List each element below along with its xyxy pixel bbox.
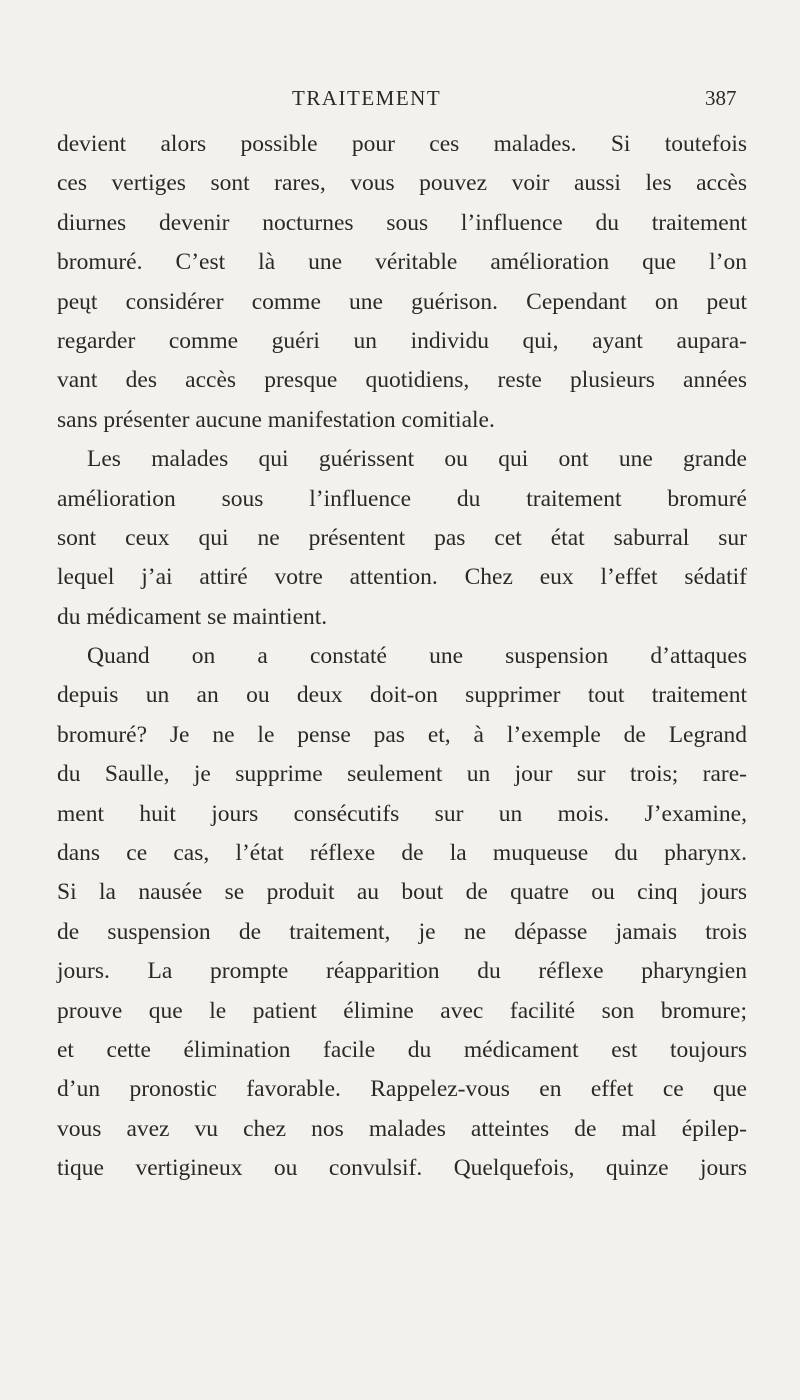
- body-text: [57, 125, 747, 1189]
- text-line: bromuré. C’est là une véritable amélioration que l’on: [57, 249, 747, 276]
- paragraph: [57, 440, 747, 637]
- running-head: [0, 86, 800, 116]
- text-line: amélioration sous l’influence du traitement bromuré: [57, 485, 747, 512]
- text-line: bromuré? Je ne le pense pas et, à l’exemple de Legrand: [57, 721, 747, 748]
- text-line: jours. La prompte réapparition du réflexe pharyngien: [57, 958, 747, 985]
- text-line: ces vertiges sont rares, vous pouvez voir aussi les accès: [57, 170, 747, 197]
- paragraph: [57, 637, 747, 1188]
- text-line: ment huit jours consécutifs sur un mois. J’examine,: [57, 800, 747, 827]
- text-line: sont ceux qui ne présentent pas cet état saburral sur: [57, 524, 747, 551]
- text-line: d’un pronostic favorable. Rappelez-vous en effet ce que: [57, 1076, 747, 1103]
- text-line: Quand on a constaté une suspension d’attaques: [87, 643, 747, 670]
- text-line: devient alors possible pour ces malades. Si toutefois: [57, 131, 747, 157]
- page-number: 387: [705, 86, 737, 110]
- running-title: TRAITEMENT: [292, 86, 442, 110]
- text-line: vant des accès presque quotidiens, reste plusieurs années: [57, 367, 747, 394]
- text-line: tique vertigineux ou convulsif. Quelquefois, quinze jours: [57, 1155, 747, 1182]
- text-line: lequel j’ai attiré votre attention. Chez eux l’effet sédatif: [57, 564, 747, 591]
- paragraph: [57, 125, 747, 440]
- text-line: et cette élimination facile du médicament est toujours: [57, 1036, 747, 1063]
- text-line: regarder comme guéri un individu qui, ayant aupara-: [57, 327, 747, 354]
- text-line: dans ce cas, l’état réflexe de la muqueuse du pharynx.: [57, 840, 747, 867]
- text-line: prouve que le patient élimine avec facilité son bromure;: [57, 997, 747, 1024]
- text-line: peųt considérer comme une guérison. Cependant on peut: [57, 288, 747, 315]
- text-line: Si la nausée se produit au bout de quatre ou cinq jours: [57, 879, 747, 906]
- text-line: Les malades qui guérissent ou qui ont une grande: [87, 446, 747, 473]
- text-line: vous avez vu chez nos malades atteintes de mal épilep-: [57, 1115, 747, 1142]
- text-line: depuis un an ou deux doit-on supprimer tout traitement: [57, 682, 747, 709]
- text-line: diurnes devenir nocturnes sous l’influence du traitement: [57, 209, 747, 236]
- text-line: sans présenter aucune manifestation comitiale.: [57, 406, 495, 433]
- text-line: du Saulle, je supprime seulement un jour sur trois; rare-: [57, 761, 747, 788]
- text-line: de suspension de traitement, je ne dépasse jamais trois: [57, 918, 747, 945]
- text-line: du médicament se maintient.: [57, 603, 328, 630]
